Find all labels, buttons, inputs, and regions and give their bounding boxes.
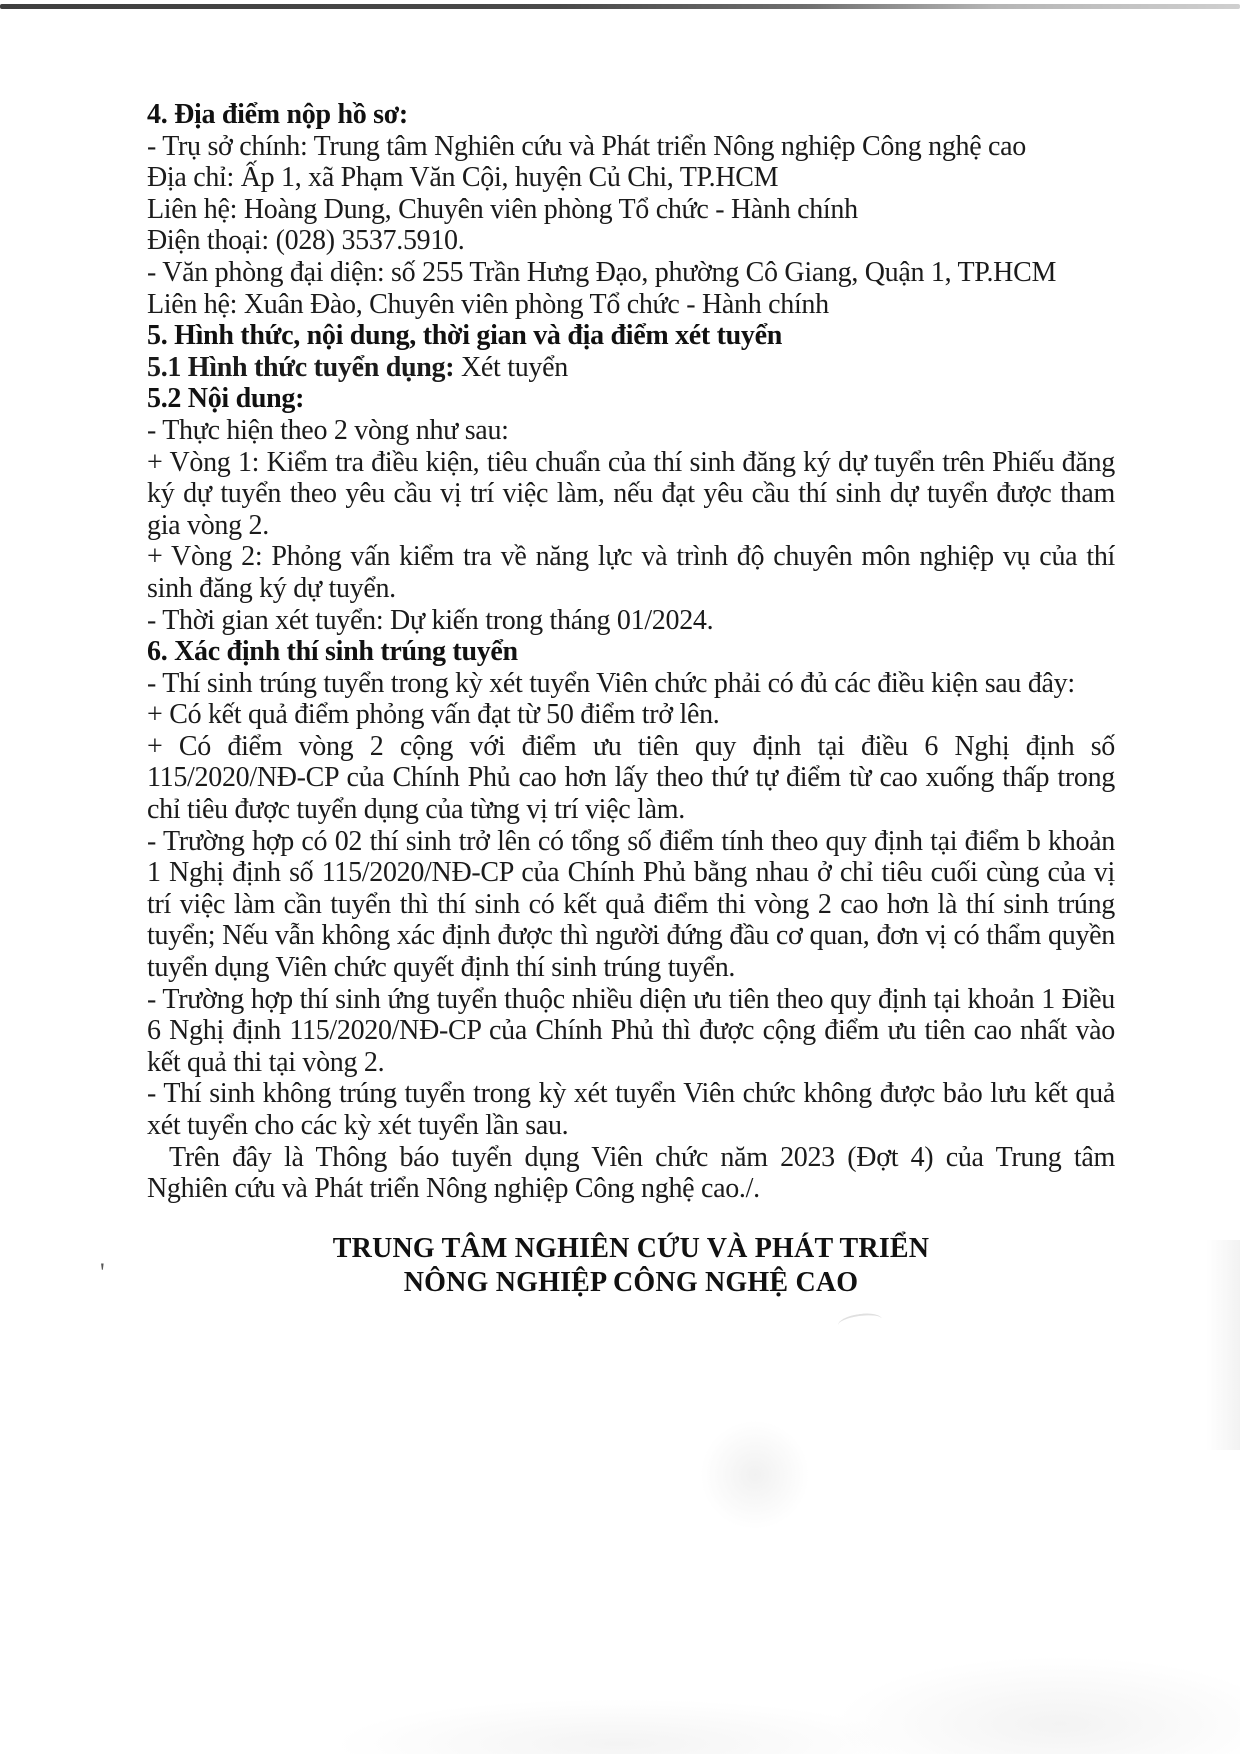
para-vong-2: + Vòng 2: Phỏng vấn kiểm tra về năng lực và trình độ chuyên môn nghiệp vụ của thí sinh đăng ký dự tuyển. (147, 541, 1115, 604)
signature-block (147, 1232, 1115, 1300)
heading-section-4: 4. Địa điểm nộp hồ sơ: (147, 99, 408, 130)
line-thoi-gian-xet-tuyen: - Thời gian xét tuyển: Dự kiến trong tháng 01/2024. (147, 604, 714, 636)
heading-section-5-2: 5.2 Nội dung: (147, 383, 305, 415)
line-hinh-thuc-tuyen-dung: 5.1 Hình thức tuyển dụng: Xét tuyển (147, 351, 568, 383)
document-body (147, 99, 1115, 1205)
line-thuc-hien-2-vong: - Thực hiện theo 2 vòng như sau: (147, 414, 509, 446)
line-dieu-kien-trung-tuyen: - Thí sinh trúng tuyển trong kỳ xét tuyển Viên chức phải có đủ các điều kiện sau đây: (147, 667, 1075, 699)
line-dia-chi: Địa chỉ: Ấp 1, xã Phạm Văn Cội, huyện Củ Chi, TP.HCM (147, 162, 779, 194)
signature-org-line-2: NÔNG NGHIỆP CÔNG NGHỆ CAO (403, 1267, 859, 1298)
heading-section-5: 5. Hình thức, nội dung, thời gian và địa điểm xét tuyển (147, 320, 783, 352)
scan-artifact-smudge-bottom (0, 1634, 1240, 1754)
scan-artifact-smudge-right (1206, 1240, 1240, 1450)
para-ket-luan: Trên đây là Thông báo tuyển dụng Viên chức năm 2023 (Đợt 4) của Trung tâm Nghiên cứu và Phát triển Nông nghiệp Công nghệ cao./. (147, 1141, 1115, 1205)
scan-artifact-smudge-dash (837, 1311, 883, 1333)
scan-artifact-smudge-mid (700, 1420, 810, 1530)
line-dien-thoai: Điện thoại: (028) 3537.5910. (147, 225, 465, 257)
para-vong-1: + Vòng 1: Kiểm tra điều kiện, tiêu chuẩn của thí sinh đăng ký dự tuyển trên Phiếu đăng ký dự tuyển theo yêu cầu vị trí việc làm, nếu đạt yêu cầu thí sinh dự tuyển được tham gia vòng 2. (147, 446, 1115, 541)
signature-org-line-1: TRUNG TÂM NGHIÊN CỨU VÀ PHÁT TRIỂN (332, 1233, 930, 1264)
line-hinh-thuc-tuyen-dung-label: 5.1 Hình thức tuyển dụng: (147, 351, 455, 383)
line-tru-so-chinh: - Trụ sở chính: Trung tâm Nghiên cứu và Phát triển Nông nghiệp Công nghệ cao (147, 130, 1027, 162)
para-truong-hop-02-thi-sinh: - Trường hợp có 02 thí sinh trở lên có tổng số điểm tính theo quy định tại điểm b khoản 1 Nghị định số 115/2020/NĐ-CP của Chính Phủ bằng nhau ở chỉ tiêu cuối cùng của vị trí việc làm cần tuyển thì thí sinh có kết quả điểm thi vòng 2 cao hơn là thí sinh trúng tuyển; Nếu vẫn không xác định được thì người đứng đầu cơ quan, đơn vị có thẩm quyền tuyển dụng Viên chức quyết định thí sinh trúng tuyển. (147, 825, 1115, 984)
para-khong-trung-tuyen: - Thí sinh không trúng tuyển trong kỳ xét tuyển Viên chức không được bảo lưu kết quả xét tuyển cho các kỳ xét tuyển lần sau. (147, 1078, 1115, 1141)
scan-artifact-stray-mark: ' (100, 1258, 105, 1287)
para-truong-hop-uu-tien: - Trường hợp thí sinh ứng tuyển thuộc nhiều diện ưu tiên theo quy định tại khoản 1 Điều 6 Nghị định 115/2020/NĐ-CP của Chính Phủ thì được cộng điểm ưu tiên cao nhất vào kết quả thi tại vòng 2. (147, 983, 1115, 1078)
line-lien-he-xuan-dao: Liên hệ: Xuân Đào, Chuyên viên phòng Tổ chức - Hành chính (147, 288, 829, 320)
heading-section-6: 6. Xác định thí sinh trúng tuyển (147, 636, 518, 668)
line-van-phong-dai-dien: - Văn phòng đại diện: số 255 Trần Hưng Đạo, phường Cô Giang, Quận 1, TP.HCM (147, 256, 1057, 288)
line-lien-he-hoang-dung: Liên hệ: Hoàng Dung, Chuyên viên phòng Tổ chức - Hành chính (147, 193, 858, 225)
scan-artifact-top-line (0, 4, 1240, 9)
line-diem-phong-van: + Có kết quả điểm phỏng vấn đạt từ 50 điểm trở lên. (147, 699, 720, 731)
para-diem-vong-2-cong: + Có điểm vòng 2 cộng với điểm ưu tiên quy định tại điều 6 Nghị định số 115/2020/NĐ-CP của Chính Phủ cao hơn lấy theo thứ tự điểm từ cao xuống thấp trong chỉ tiêu được tuyển dụng của từng vị trí việc làm. (147, 730, 1115, 826)
